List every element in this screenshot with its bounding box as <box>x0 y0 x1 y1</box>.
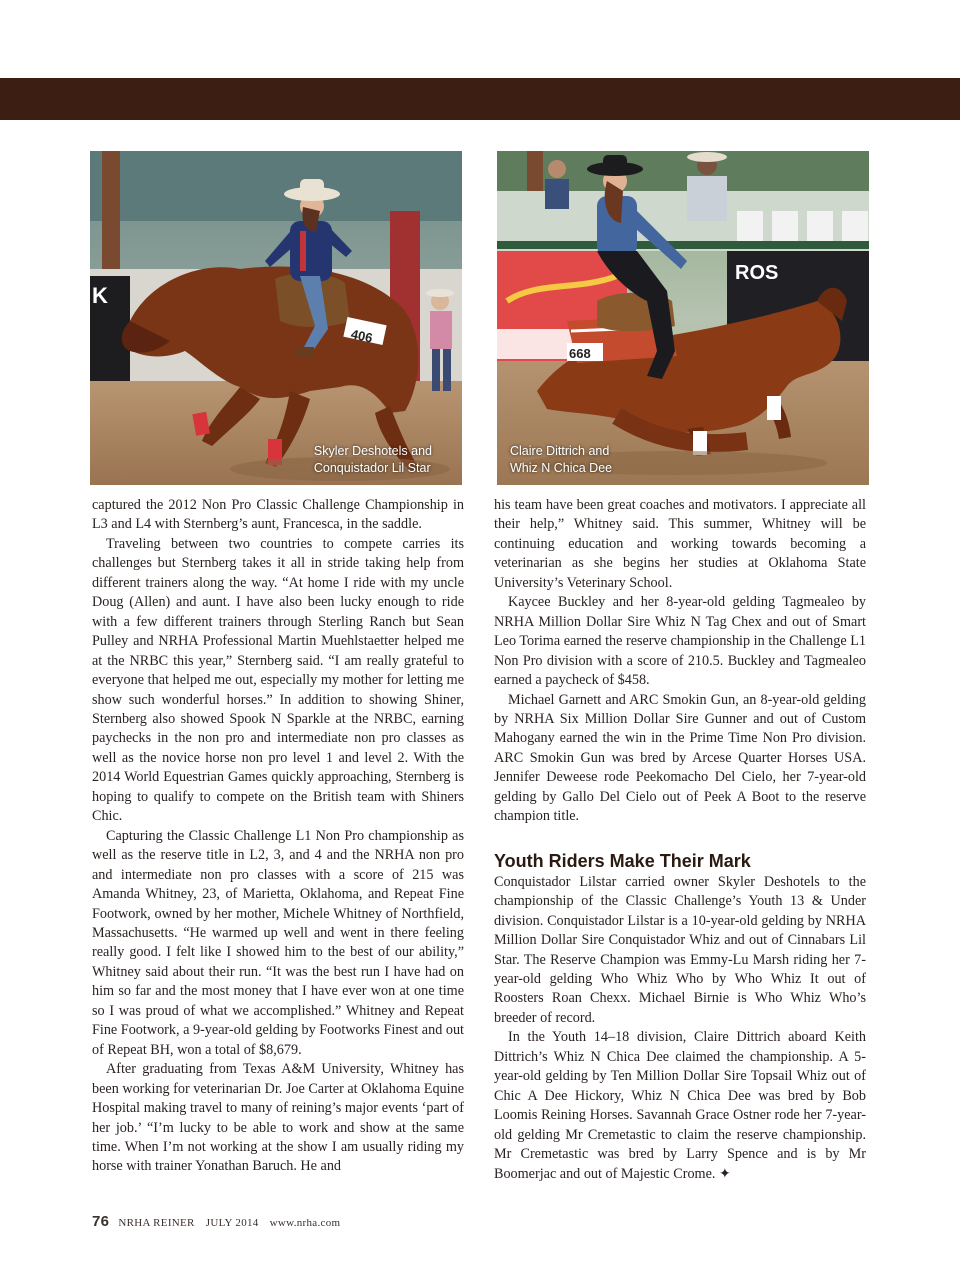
photo-caption-left <box>314 443 432 477</box>
article-paragraph: his team have been great coaches and motivators. I appreciate all their help,” Whitney said. This summer, Whitney will be continuing education and working towards becoming a veterinarian as she begins her studies at Oklahoma State University’s Veterinary School. <box>494 497 866 591</box>
article-paragraph: Kaycee Buckley and her 8-year-old gelding Tagmealeo by NRHA Million Dollar Sire Whiz N Tag Chex and out of Smart Leo Torima earned the reserve championship in the Challenge L1 Non Pro division with a score of 210.5. Buckley and Tagmealeo earned a paycheck of $458. <box>494 594 866 689</box>
caption-line: Whiz N Chica Dee <box>510 461 613 475</box>
article-column-left <box>92 496 464 1177</box>
article-paragraph: captured the 2012 Non Pro Classic Challenge Championship in L3 and L4 with Sternberg’s aunt, Francesca, in the saddle. <box>92 497 464 533</box>
rider-photo-illustration <box>497 151 869 485</box>
caption-line: Conquistador Lil Star <box>313 461 431 475</box>
rider-number-right: 668 <box>569 346 591 361</box>
article-paragraph: After graduating from Texas A&M University, Whitney has been working for veterinarian Dr. Joe Carter at Oklahoma Equine Hospital making travel to many of reining’s major events ‘part of her job.’ “I’m lucky to be able to work and show at the same time. When I’m not working at the show I am usually riding my horse with trainer Yonathan Baruch. He and <box>92 1061 464 1175</box>
article-paragraph: Michael Garnett and ARC Smokin Gun, an 8-year-old gelding by NRHA Six Million Dollar Sire Gunner and out of Custom Mahogany earned the win in the Prime Time Non Pro division. ARC Smokin Gun was bred by Arcese Quarter Horses USA. Jennifer Deweese rode Peekomacho Del Cielo, her 7-year-old gelding by Gallo Del Cielo out of Peek A Boot to the reserve champion title. <box>494 691 866 825</box>
section-subhead: Youth Riders Make Their Mark <box>494 850 751 871</box>
caption-line: Skyler Deshotels and <box>313 444 432 458</box>
caption-line: Claire Dittrich and <box>510 444 610 458</box>
article-paragraph: In the Youth 14–18 division, Claire Dittrich aboard Keith Dittrich’s Whiz N Chica Dee claimed the championship. A 5-year-old gelding by Ten Million Dollar Sire Topsail Whiz out of Chic A Dee Hickory, Whiz N Chica Dee was bred by Bob Loomis Reining Horses. Savannah Grace Ostner rode her 7-year-old gelding Mr Cremetastic to claim the reserve championship. Mr Cremetastic was bred by Larry Spence and is by Mr Boomerjac and out of Majestic Crome. ✦ <box>494 1029 866 1182</box>
page-footer <box>92 1213 340 1230</box>
photo-claire-dittrich <box>497 151 869 485</box>
header-band <box>0 78 960 120</box>
article-column-right <box>494 496 866 1184</box>
photo-caption-right <box>510 443 612 477</box>
rider-number-left: 406 <box>349 326 374 346</box>
article-paragraph: Conquistador Lilstar carried owner Skyler Deshotels to the championship of the Classic Challenge’s Youth 13 & Under division. Conquistador Lilstar is a 10-year-old gelding by NRHA Million Dollar Sire Conquistador Whiz and out of Cinnabars Lil Star. The Reserve Champion was Emmy-Lu Marsh riding her 7-year-old gelding Who Whiz Who by Who Whiz It out of Roosters Roan Chexx. Michael Birnie is Who Whiz Who’s breeder of record. <box>494 873 866 1026</box>
rider-photo-illustration <box>90 151 462 485</box>
website-link[interactable]: www.nrha.com <box>269 1217 341 1229</box>
page-number: 76 <box>92 1213 110 1230</box>
photo-skyler-deshotels <box>90 151 462 485</box>
issue-date: JULY 2014 <box>205 1217 259 1229</box>
publication-name: NRHA REINER <box>118 1217 195 1229</box>
article-paragraph: Traveling between two countries to compete carries its challenges but Sternberg takes it all in stride taking help from different trainers along the way. “At home I ride with my uncle Doug (Allen) and aunt. I have also been lucky enough to ride with a few different trainers through Sterling Ranch but Sean Pulley and NRHA Professional Martin Muehlstaetter helped me at the NRBC this year,” Sternberg said. “I am really grateful to everyone that helped me out, especially my mother for letting me show such wonderful horses.” In addition to showing Shiner, Sternberg also showed Spook N Sparkle at the NRBC, earning paychecks in the non pro and intermediate non pro classes as well as the novice horse non pro level 1 and level 2. With the 2014 World Equestrian Games quickly approaching, Sternberg is hoping to qualify to compete on the British team with Shiners Chic. <box>92 535 464 825</box>
article-paragraph: Capturing the Classic Challenge L1 Non Pro championship as well as the reserve title in L2, 3, and 4 and the NRHA non pro and intermediate non pro classes with a score of 215 was Amanda Whitney, 23, of Marietta, Oklahoma, and Repeat Fine Footwork, owned by her mother, Michele Whitney of Northfield, Massachusetts. “He warmed up well and went in there feeling really good. I felt like I showed him to the best of our ability,” Whitney said about their run. “It was the best run I have had on him so far and the most money that I have ever won at one time so I was proud of what we accomplished.” Whitney and Repeat Fine Footwork, a 9-year-old gelding by Footworks Finest and out of Repeat BH, won a total of $8,679. <box>92 827 464 1058</box>
svg-text:K: K <box>92 283 108 308</box>
svg-text:ROS: ROS <box>735 262 779 284</box>
